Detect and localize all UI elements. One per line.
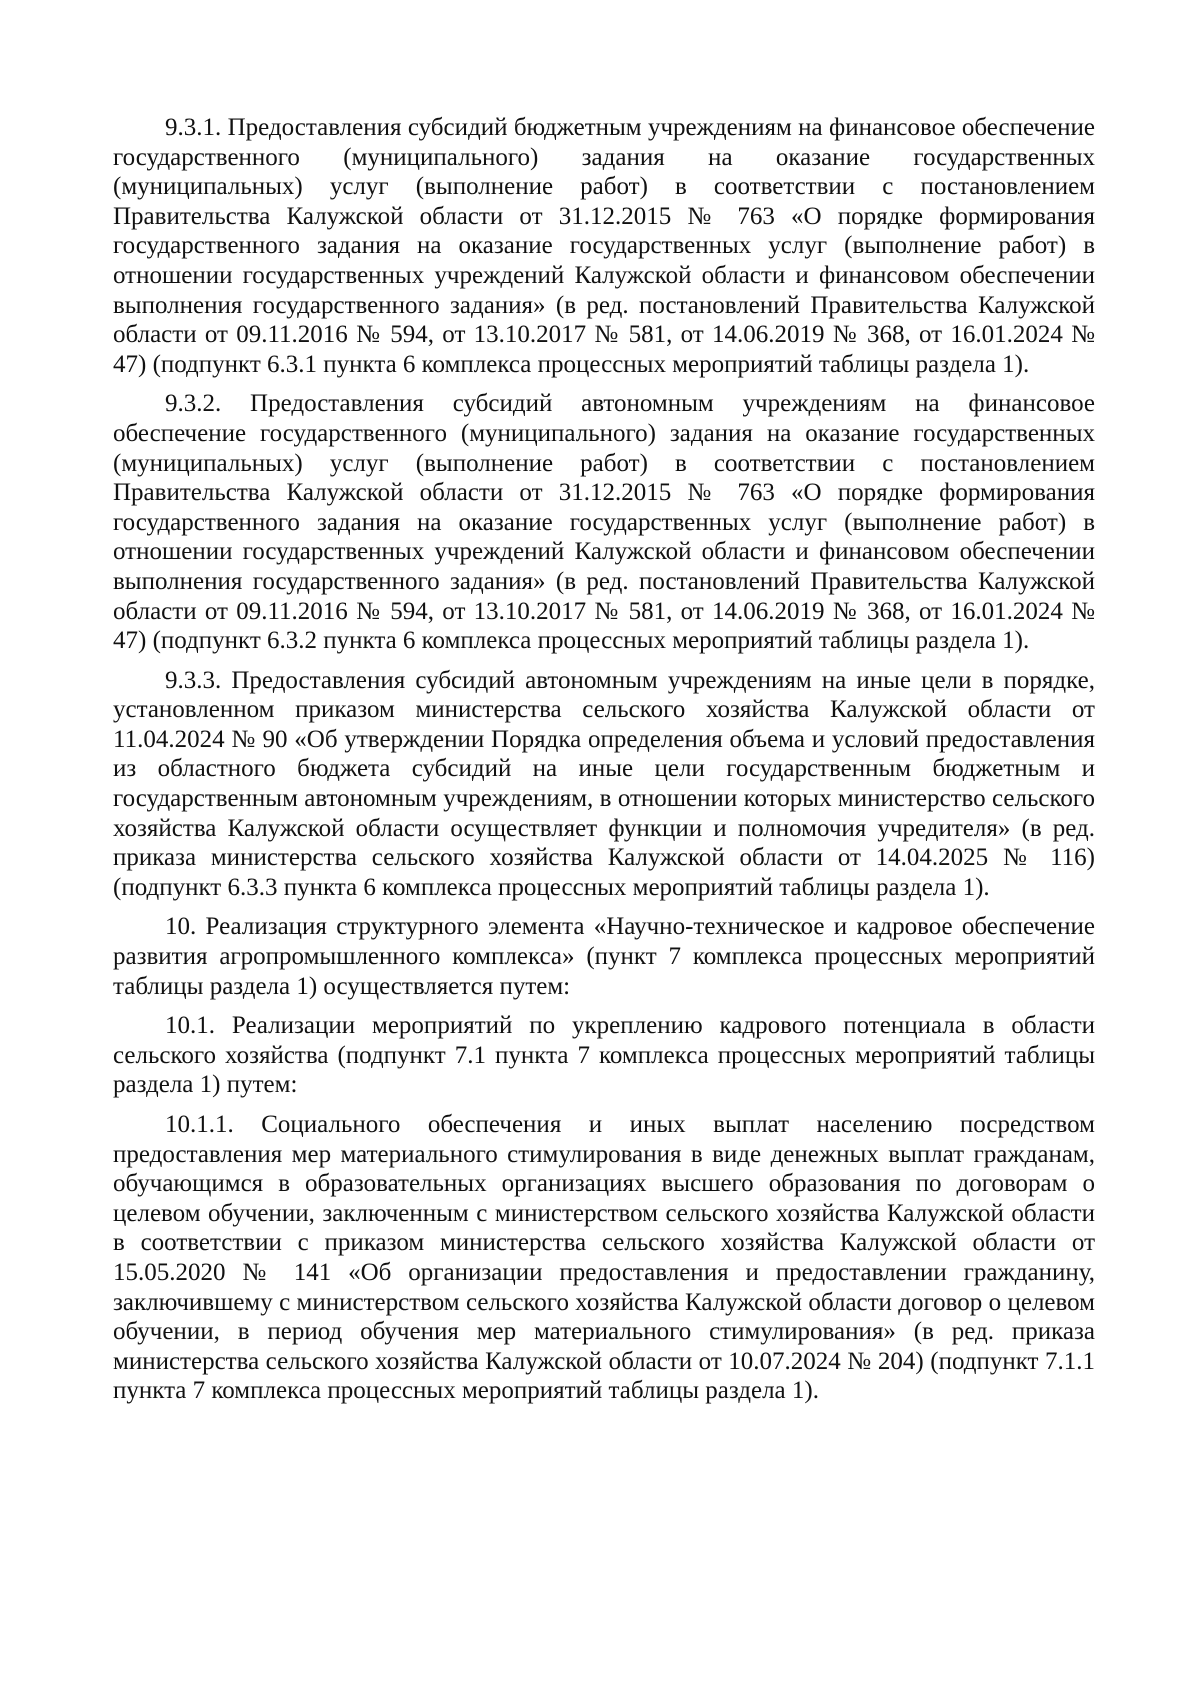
paragraph-9-3-2: 9.3.2. Предоставления субсидий автономным учреждениям на финансовое обеспечение государственного (муниципального) задания на оказание государственных (муниципальных) услуг (выполнение работ) в соответствии с постановлением Правительства Калужской области от 31.12.2015 № 763 «О порядке формирования государственного задания на оказание государственных услуг (выполнение работ) в отношении государственных учреждений Калужской области и финансовом обеспечении выполнения государственного задания» (в ред. постановлений Правительства Калужской области от 09.11.2016 № 594, от 13.10.2017 № 581, от 14.06.2019 № 368, от 16.01.2024 № 47) (подпункт 6.3.2 пункта 6 комплекса процессных мероприятий таблицы раздела 1). — [113, 390, 1095, 655]
paragraph-9-3-1: 9.3.1. Предоставления субсидий бюджетным учреждениям на финансовое обеспечение государственного (муниципального) задания на оказание государственных (муниципальных) услуг (выполнение работ) в соответствии с постановлением Правительства Калужской области от 31.12.2015 № 763 «О порядке формирования государственного задания на оказание государственных услуг (выполнение работ) в отношении государственных учреждений Калужской области и финансовом обеспечении выполнения государственного задания» (в ред. постановлений Правительства Калужской области от 09.11.2016 № 594, от 13.10.2017 № 581, от 14.06.2019 № 368, от 16.01.2024 № 47) (подпункт 6.3.1 пункта 6 комплекса процессных мероприятий таблицы раздела 1). — [113, 114, 1095, 378]
paragraph-10: 10. Реализация структурного элемента «Научно-техническое и кадровое обеспечение развития агропромышленного комплекса» (пункт 7 комплекса процессных мероприятий таблицы раздела 1) осуществляется путем: — [113, 913, 1095, 1000]
paragraph-9-3-3: 9.3.3. Предоставления субсидий автономным учреждениям на иные цели в порядке, установленном приказом министерства сельского хозяйства Калужской области от 11.04.2024 № 90 «Об утверждении Порядка определения объема и условий предоставления из областного бюджета субсидий на иные цели государственным бюджетным и государственным автономным учреждениям, в отношении которых министерство сельского хозяйства Калужской области осуществляет функции и полномочия учредителя» (в ред. приказа министерства сельского хозяйства Калужской области от 14.04.2025 № 116) (подпункт 6.3.3 пункта 6 комплекса процессных мероприятий таблицы раздела 1). — [113, 666, 1095, 901]
paragraph-10-1-1: 10.1.1. Социального обеспечения и иных выплат населению посредством предоставления мер материального стимулирования в виде денежных выплат гражданам, обучающимся в образовательных организациях высшего образования по договорам о целевом обучении, заключенным с министерством сельского хозяйства Калужской области в соответствии с приказом министерства сельского хозяйства Калужской области от 15.05.2020 № 141 «Об организации предоставления и предоставлении гражданину, заключившему с министерством сельского хозяйства Калужской области договор о целевом обучении, в период обучения мер материального стимулирования» (в ред. приказа министерства сельского хозяйства Калужской области от 10.07.2024 № 204) (подпункт 7.1.1 пункта 7 комплекса процессных мероприятий таблицы раздела 1). — [113, 1111, 1095, 1405]
paragraph-10-1: 10.1. Реализации мероприятий по укреплению кадрового потенциала в области сельского хозяйства (подпункт 7.1 пункта 7 комплекса процессных мероприятий таблицы раздела 1) путем: — [113, 1012, 1095, 1099]
document-body — [113, 113, 1095, 1416]
